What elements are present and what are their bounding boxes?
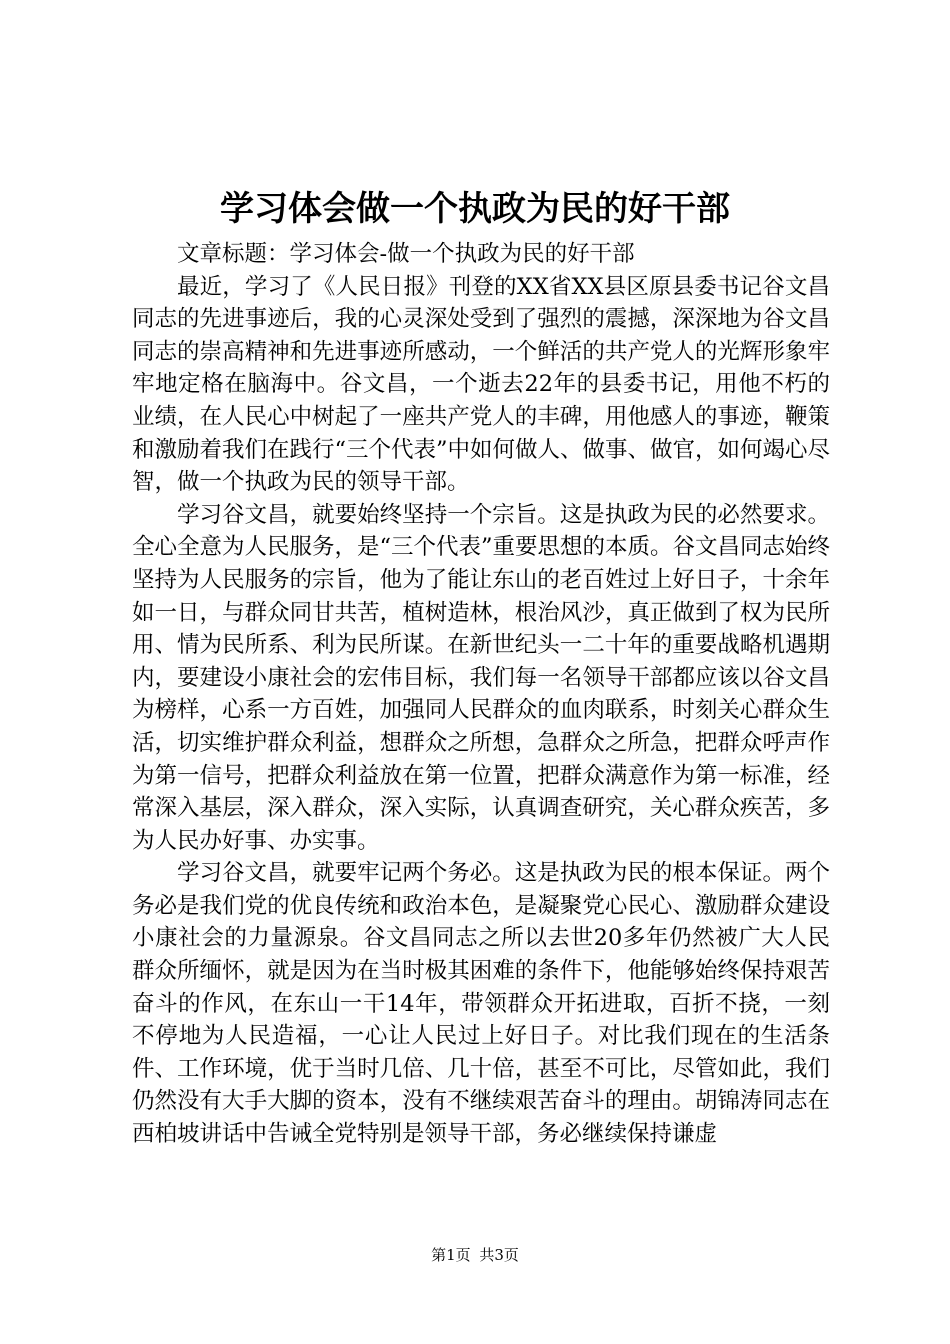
paragraph: 学习谷文昌，就要牢记两个务必。这是执政为民的根本保证。两个务必是我们党的优良传统和政治本色，是凝聚党心民心、激励群众建设小康社会的力量源泉。谷文昌同志之所以去世20多年仍然被广大人民群众所缅怀，就是因为在当时极其困难的条件下，他能够始终保持艰苦奋斗的作风，在东山一干14年，带领群众开拓进取，百折不挠，一刻不停地为人民造福，一心让人民过上好日子。对比我们现在的生活条件、工作环境，优于当时几倍、几十倍，甚至不可比，尽管如此，我们仍然没有大手大脚的资本，没有不继续艰苦奋斗的理由。胡锦涛同志在西柏坡讲话中告诫全党特别是领导干部，务必继续保持谦虚 (132, 860, 830, 1148)
page-footer (0, 1245, 950, 1265)
page-number: 第1页 (431, 1246, 471, 1264)
paragraph: 学习谷文昌，就要始终坚持一个宗旨。这是执政为民的必然要求。全心全意为人民服务，是“三个代表”重要思想的本质。谷文昌同志始终坚持为人民服务的宗旨，他为了能让东山的老百姓过上好日子，十余年如一日，与群众同甘共苦，植树造林，根治风沙，真正做到了权为民所用、情为民所系、利为民所谋。在新世纪头一二十年的重要战略机遇期内，要建设小康社会的宏伟目标，我们每一名领导干部都应该以谷文昌为榜样，心系一方百姓，加强同人民群众的血肉联系，时刻关心群众生活，切实维护群众利益，想群众之所想，急群众之所急，把群众呼声作为第一信号，把群众利益放在第一位置，把群众满意作为第一标准，经常深入基层，深入群众，深入实际，认真调查研究，关心群众疾苦，多为人民办好事、办实事。 (132, 501, 831, 854)
document-body (132, 238, 830, 1151)
article-heading-line: 文章标题：学习体会-做一个执政为民的好干部 (177, 241, 635, 267)
paragraph: 最近，学习了《人民日报》刊登的XX省XX县区原县委书记谷文昌同志的先进事迹后，我的心灵深处受到了强烈的震撼，深深地为谷文昌同志的崇高精神和先进事迹所感动，一个鲜活的共产党人的光辉形象牢牢地定格在脑海中。谷文昌，一个逝去22年的县委书记，用他不朽的业绩，在人民心中树起了一座共产党人的丰碑，用他感人的事迹，鞭策和激励着我们在践行“三个代表”中如何做人、做事、做官，如何竭心尽智，做一个执政为民的领导干部。 (132, 273, 831, 496)
page-total: 共3页 (479, 1246, 519, 1264)
document-title: 学习体会做一个执政为民的好干部 (220, 189, 730, 229)
